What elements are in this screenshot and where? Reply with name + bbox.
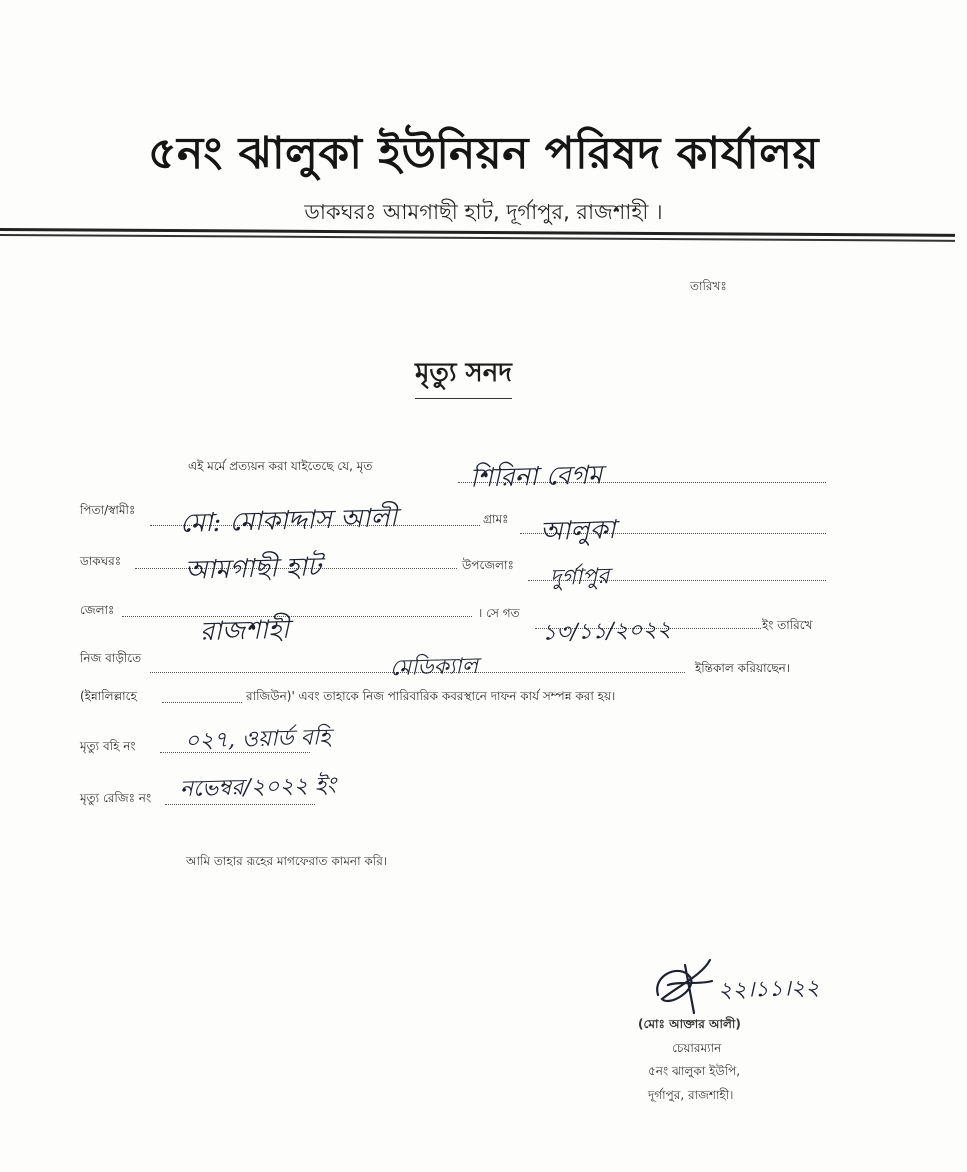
district-handwritten: রাজশাহী xyxy=(199,614,290,648)
register-label: মৃত্যু রেজিঃ নং xyxy=(80,791,152,805)
post-office-handwritten: আমগাছী হাট xyxy=(184,552,322,586)
district-label: জেলাঃ xyxy=(80,603,115,617)
burial-text-left: (ইন্নালিল্লাহে xyxy=(80,689,137,703)
father-label: পিতা/স্বামীঃ xyxy=(80,503,136,517)
burial-text-right: রাজিউন)' এবং তাহাকে নিজ পারিবারিক কবরস্থানে দাফন কার্য সম্পন্ন করা হয়। xyxy=(246,689,616,703)
signature-date-handwritten: ২২।১১।২২ xyxy=(717,975,820,1004)
register-number-handwritten: নভেম্বর/২০২২ ইং xyxy=(179,772,337,803)
since-label: । সে গত xyxy=(478,606,520,620)
office-address: ডাকঘরঃ আমগাছী হাট, দূর্গাপুর, রাজশাহী । xyxy=(304,200,663,224)
deceased-name-handwritten: শিরিনা বেগম xyxy=(469,460,603,494)
upazila-handwritten: দুর্গাপুর xyxy=(549,564,610,591)
date-suffix-label: ইং তারিখে xyxy=(762,618,813,632)
home-label: নিজ বাড়ীতে xyxy=(80,651,142,665)
chairman-location: দূর্গাপুর, রাজশাহী। xyxy=(648,1088,734,1102)
chairman-union: ৫নং ঝালুকা ইউপি, xyxy=(648,1064,741,1078)
father-name-handwritten: মো: মোকাদ্দাস আলী xyxy=(179,503,398,539)
village-handwritten: আলুকা xyxy=(539,515,616,547)
post-label: ডাকঘরঃ xyxy=(80,554,122,568)
chairman-role: চেয়ারম্যান xyxy=(672,1041,722,1055)
book-number-handwritten: ০২৭, ওয়ার্ড বহি xyxy=(184,725,331,754)
date-label: তারিখঃ xyxy=(690,279,727,293)
chairman-signature xyxy=(650,955,720,1017)
upazila-label: উপজেলাঃ xyxy=(462,558,514,572)
village-label: গ্রামঃ xyxy=(483,512,509,526)
death-date-handwritten: ১৩/১১/২০২২ xyxy=(541,617,672,646)
died-label: ইন্তিকাল করিয়াছেন। xyxy=(695,661,791,675)
office-title: ৫নং ঝালুকা ইউনিয়ন পরিষদ কার্যালয় xyxy=(148,128,819,179)
certificate-heading: মৃত্যু সনদ xyxy=(415,352,512,399)
home-place-handwritten: মেডিক্যাল xyxy=(389,653,479,682)
chairman-name: (মোঃ আক্তার আলী) xyxy=(638,1017,741,1031)
intro-label: এই মর্মে প্রত্যয়ন করা যাইতেছে যে, মৃত xyxy=(188,459,373,473)
book-label: মৃত্যু বহি নং xyxy=(80,739,136,753)
prayer-text: আমি তাহার রূহের মাগফেরাত কামনা করি। xyxy=(186,854,388,868)
burial-dotted-line xyxy=(162,702,242,703)
district-dotted-line xyxy=(122,616,472,617)
